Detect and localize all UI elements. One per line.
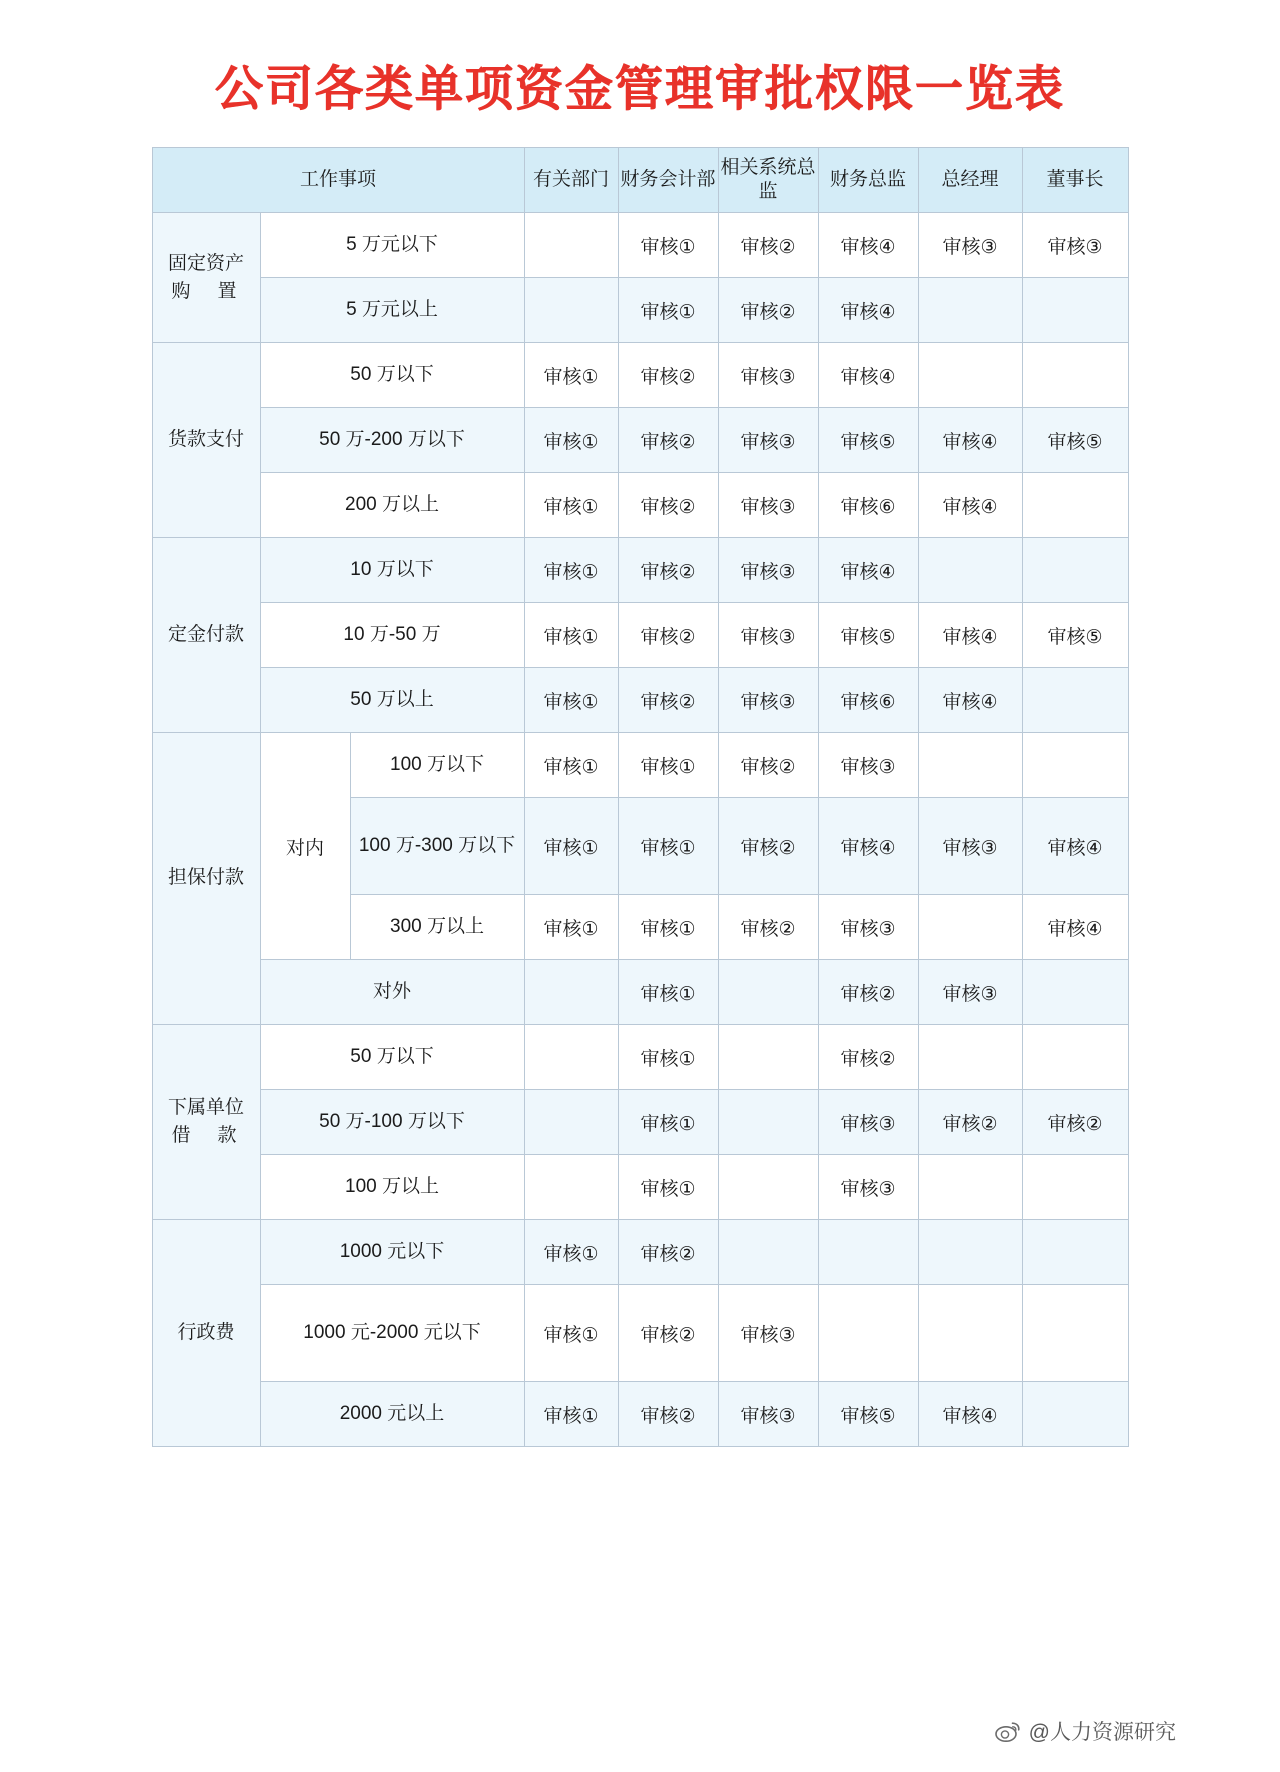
table-header-row: [152, 148, 1128, 213]
group-label-line: 固定资产: [167, 252, 244, 274]
cell: 审核④: [818, 343, 918, 408]
cell: 审核①: [618, 895, 718, 960]
cell: 审核①: [618, 278, 718, 343]
cell: 审核③: [718, 538, 818, 603]
cell: 审核①: [618, 1155, 718, 1220]
cell: 审核③: [1022, 213, 1128, 278]
cell: [918, 538, 1022, 603]
group-label-2: 定金付款: [152, 538, 260, 733]
row-label: 50 万以下: [260, 1025, 524, 1090]
cell: 审核①: [524, 895, 618, 960]
header-col-0: 有关部门: [524, 148, 618, 213]
cell: [524, 960, 618, 1025]
cell: 审核⑤: [818, 1382, 918, 1447]
cell: 审核⑥: [818, 668, 918, 733]
cell: 审核③: [918, 960, 1022, 1025]
cell: 审核①: [524, 408, 618, 473]
cell: [718, 1025, 818, 1090]
cell: 审核②: [618, 1285, 718, 1382]
cell: [918, 895, 1022, 960]
cell: [1022, 278, 1128, 343]
cell: [524, 1090, 618, 1155]
table-row: [152, 733, 1128, 798]
table-row: [152, 343, 1128, 408]
cell: 审核④: [918, 408, 1022, 473]
cell: 审核③: [718, 343, 818, 408]
cell: 审核③: [718, 603, 818, 668]
cell: 审核②: [818, 1025, 918, 1090]
group-label-0: [152, 213, 260, 343]
group-label-4: [152, 1025, 260, 1220]
cell: 审核②: [618, 1382, 718, 1447]
table-row: [152, 1025, 1128, 1090]
row-label: 5 万元以下: [260, 213, 524, 278]
cell: [918, 733, 1022, 798]
approval-authority-table: [152, 147, 1129, 1447]
row-label: 50 万以上: [260, 668, 524, 733]
table-row: [152, 213, 1128, 278]
cell: 审核②: [718, 798, 818, 895]
cell: 审核④: [1022, 895, 1128, 960]
group-label-1: 货款支付: [152, 343, 260, 538]
cell: 审核①: [524, 538, 618, 603]
row-label: 100 万以下: [350, 733, 524, 798]
cell: [1022, 960, 1128, 1025]
table-row: [152, 1155, 1128, 1220]
cell: 审核②: [618, 668, 718, 733]
cell: 审核②: [618, 538, 718, 603]
cell: 审核②: [818, 960, 918, 1025]
cell: 审核③: [718, 473, 818, 538]
cell: 审核②: [618, 343, 718, 408]
group-label-line: 借 款: [171, 1125, 241, 1146]
cell: [1022, 1285, 1128, 1382]
cell: 审核③: [918, 798, 1022, 895]
cell: 审核③: [718, 1382, 818, 1447]
weibo-icon: [995, 1720, 1021, 1742]
cell: [918, 1220, 1022, 1285]
group-label-5: 行政费: [152, 1220, 260, 1447]
row-label: 50 万-200 万以下: [260, 408, 524, 473]
cell: 审核②: [918, 1090, 1022, 1155]
cell: 审核④: [818, 278, 918, 343]
cell: [1022, 733, 1128, 798]
row-label: 50 万-100 万以下: [260, 1090, 524, 1155]
cell: 审核①: [618, 960, 718, 1025]
row-label: 10 万-50 万: [260, 603, 524, 668]
table-row: [152, 668, 1128, 733]
table-row: [152, 408, 1128, 473]
table-row: [152, 278, 1128, 343]
weibo-handle: @人力资源研究: [1028, 1721, 1176, 1744]
table-row: [152, 1285, 1128, 1382]
cell: [1022, 343, 1128, 408]
cell: 审核①: [524, 798, 618, 895]
row-label: 1000 元-2000 元以下: [260, 1285, 524, 1382]
cell: 审核①: [618, 1090, 718, 1155]
cell: [918, 343, 1022, 408]
cell: [524, 1025, 618, 1090]
subgroup-label-internal: 对内: [260, 733, 350, 960]
cell: [1022, 1220, 1128, 1285]
cell: 审核⑥: [818, 473, 918, 538]
table-row: [152, 473, 1128, 538]
cell: 审核②: [1022, 1090, 1128, 1155]
table-row: [152, 603, 1128, 668]
row-label: 对外: [260, 960, 524, 1025]
cell: [718, 1220, 818, 1285]
cell: [818, 1285, 918, 1382]
watermark-credit: [995, 1716, 1176, 1746]
row-label: 1000 元以下: [260, 1220, 524, 1285]
row-label: 50 万以下: [260, 343, 524, 408]
cell: 审核②: [618, 473, 718, 538]
page-title: 公司各类单项资金管理审批权限一览表: [214, 61, 1065, 117]
table-row: [152, 1220, 1128, 1285]
row-label: 200 万以上: [260, 473, 524, 538]
cell: 审核①: [524, 473, 618, 538]
cell: 审核⑤: [1022, 603, 1128, 668]
cell: 审核①: [524, 343, 618, 408]
row-label: 300 万以上: [350, 895, 524, 960]
cell: 审核④: [918, 473, 1022, 538]
cell: 审核②: [718, 895, 818, 960]
row-label: 10 万以下: [260, 538, 524, 603]
cell: [918, 278, 1022, 343]
cell: 审核②: [718, 213, 818, 278]
cell: 审核①: [524, 1382, 618, 1447]
cell: 审核④: [1022, 798, 1128, 895]
group-label-line: 购 置: [171, 280, 241, 302]
cell: 审核④: [918, 668, 1022, 733]
cell: 审核③: [718, 1285, 818, 1382]
cell: 审核④: [818, 538, 918, 603]
cell: [1022, 1382, 1128, 1447]
header-col-1: 财务会计部: [618, 148, 718, 213]
table-row: [152, 1090, 1128, 1155]
cell: [1022, 473, 1128, 538]
cell: 审核③: [818, 1155, 918, 1220]
header-item: 工作事项: [152, 148, 524, 213]
cell: 审核⑤: [818, 603, 918, 668]
header-col-3: 财务总监: [818, 148, 918, 213]
cell: 审核③: [718, 408, 818, 473]
document-page: [0, 50, 1280, 1772]
cell: 审核①: [618, 1025, 718, 1090]
cell: [718, 1090, 818, 1155]
cell: 审核②: [618, 1220, 718, 1285]
cell: 审核①: [618, 213, 718, 278]
row-label: 100 万以上: [260, 1155, 524, 1220]
cell: 审核③: [818, 733, 918, 798]
cell: [918, 1285, 1022, 1382]
cell: [718, 960, 818, 1025]
cell: 审核④: [818, 213, 918, 278]
cell: 审核⑤: [818, 408, 918, 473]
cell: [718, 1155, 818, 1220]
cell: 审核①: [524, 603, 618, 668]
cell: 审核③: [818, 895, 918, 960]
cell: 审核④: [918, 1382, 1022, 1447]
row-label: 100 万-300 万以下: [350, 798, 524, 895]
row-label: 5 万元以上: [260, 278, 524, 343]
cell: [524, 213, 618, 278]
header-col-4: 总经理: [918, 148, 1022, 213]
cell: [1022, 1025, 1128, 1090]
table-row: [152, 1382, 1128, 1447]
cell: 审核①: [618, 733, 718, 798]
cell: 审核④: [918, 603, 1022, 668]
cell: 审核②: [718, 733, 818, 798]
cell: 审核⑤: [1022, 408, 1128, 473]
cell: 审核①: [524, 733, 618, 798]
cell: 审核①: [524, 1220, 618, 1285]
cell: [918, 1155, 1022, 1220]
cell: 审核①: [618, 798, 718, 895]
cell: 审核②: [618, 603, 718, 668]
cell: 审核①: [524, 1285, 618, 1382]
group-label-line: 下属单位: [167, 1097, 244, 1119]
cell: 审核③: [918, 213, 1022, 278]
header-col-2: 相关系统总监: [718, 148, 818, 213]
group-label-3: 担保付款: [152, 733, 260, 1025]
header-col-5: 董事长: [1022, 148, 1128, 213]
cell: [818, 1220, 918, 1285]
table-row: [152, 538, 1128, 603]
cell: 审核③: [718, 668, 818, 733]
cell: [1022, 538, 1128, 603]
cell: 审核②: [618, 408, 718, 473]
cell: [524, 278, 618, 343]
table-row: [152, 960, 1128, 1025]
row-label: 2000 元以上: [260, 1382, 524, 1447]
cell: [918, 1025, 1022, 1090]
cell: [1022, 668, 1128, 733]
approval-table-container: [96, 147, 1184, 1447]
cell: 审核①: [524, 668, 618, 733]
cell: 审核③: [818, 1090, 918, 1155]
cell: [1022, 1155, 1128, 1220]
cell: 审核④: [818, 798, 918, 895]
cell: 审核②: [718, 278, 818, 343]
cell: [524, 1155, 618, 1220]
